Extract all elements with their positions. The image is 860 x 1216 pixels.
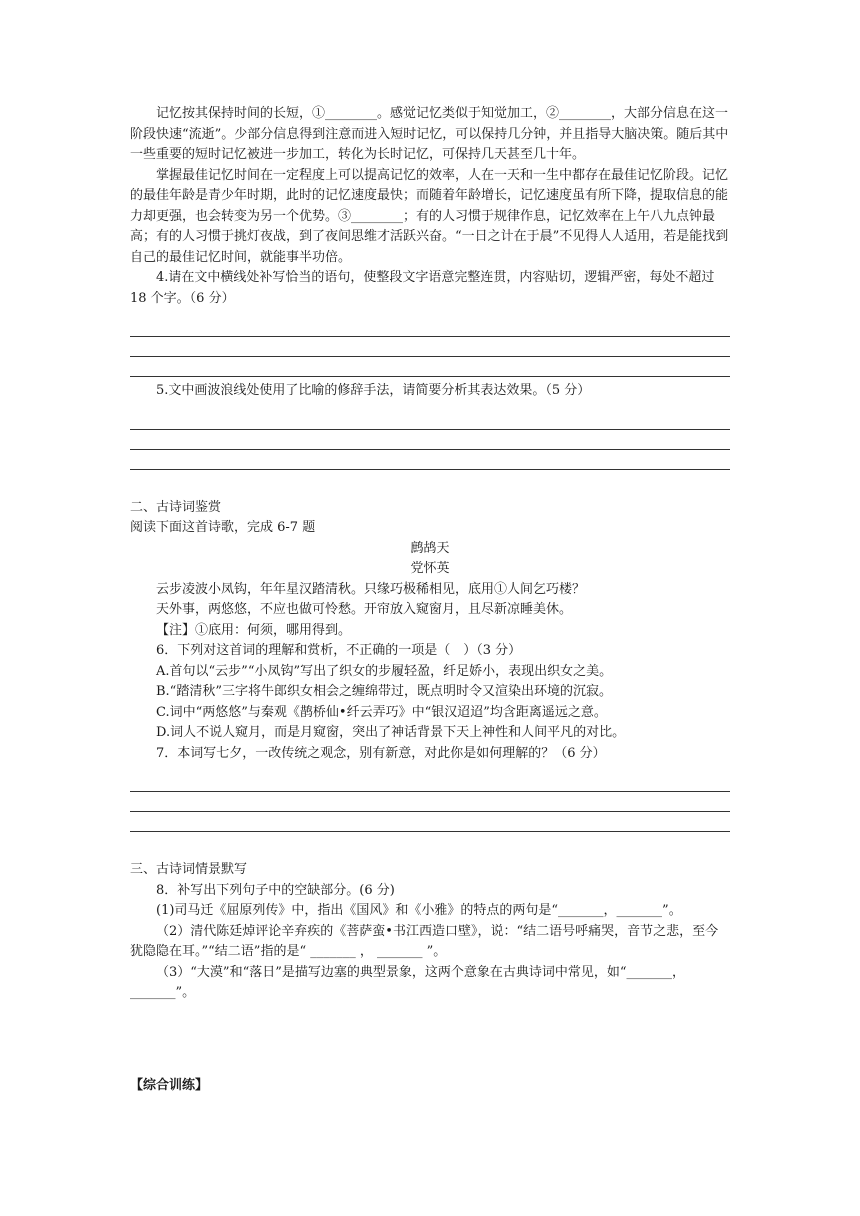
section-3-title: 三、古诗词情景默写 <box>130 862 248 877</box>
answer-lines-q4 <box>130 317 730 377</box>
document-content <box>130 104 730 1096</box>
poem-line-1: 云步凌波小凤钩，年年星汉踏清秋。只缘巧极稀相见，底用①人间乞巧楼？ <box>156 581 586 597</box>
question-5: 5.文中画波浪线处使用了比喻的修辞手法，请简要分析其表达效果。（5 分） <box>156 383 591 398</box>
poem-line-2: 天外事，两悠悠，不应也做可怜愁。开帘放入窥窗月，且尽新凉睡美休。 <box>156 602 573 617</box>
section-2-intro: 阅读下面这首诗歌，完成 6-7 题 <box>130 520 316 535</box>
answer-line[interactable] <box>130 357 730 377</box>
question-8-item-2: （2）清代陈廷焯评论辛弃疾的《菩萨蛮•书江西造口壁》，说：“结二语号呼痛哭，音节之悲，至今犹隐隐在耳。”“结二语”指的是“ _______ ， _______ ”。 <box>130 923 719 959</box>
question-6-option-b: B.“踏清秋”三字将牛郎织女相会之缠绵带过，既点明时令又渲染出环境的沉寂。 <box>156 684 612 699</box>
poem-author: 党怀英 <box>410 561 450 576</box>
question-4: 4.请在文中横线处补写恰当的语句，使整段文字语意完整连贯，内容贴切，逻辑严密，每处不超过 18 个字。（6 分） <box>130 270 715 306</box>
answer-line[interactable] <box>130 317 730 337</box>
poem-title: 鹧鸪天 <box>410 540 450 556</box>
answer-line[interactable] <box>130 410 730 430</box>
answer-line[interactable] <box>130 450 730 470</box>
answer-line[interactable] <box>130 772 730 792</box>
answer-line[interactable] <box>130 337 730 357</box>
question-8: 8．补写出下列句子中的空缺部分。(6 分) <box>156 882 395 898</box>
question-6-option-d: D.词人不说人窥月，而是月窥窗，突出了神话背景下天上神性和人间平凡的对比。 <box>156 725 626 740</box>
question-6-option-a: A.首句以“云步”“小凤钩”写出了织女的步履轻盈，纤足娇小，表现出织女之美。 <box>156 663 613 679</box>
passage-paragraph-1: 记忆按其保持时间的长短，①________。感觉记忆类似于知觉加工，②________，大部分信息在这一阶段快速“流逝”。少部分信息得到注意而进入短时记忆，可以保持几分钟，并且指导大脑决策。随后其中一些重要的短时记忆被进一步加工，转化为长时记忆，可保持几天甚至几十年。 <box>130 106 729 162</box>
final-section-heading: 【综合训练】 <box>130 1077 209 1093</box>
passage-paragraph-2: 掌握最佳记忆时间在一定程度上可以提高记忆的效率，人在一天和一生中都存在最佳记忆阶段。记忆的最佳年龄是青少年时期，此时的记忆速度最快；而随着年龄增长，记忆速度虽有所下降，提取信息的能力却更强，也会转变为另一个优势。③________；有的人习惯于规律作息，记忆效率在上午八九点钟最高；有的人习惯于挑灯夜战，到了夜间思维才活跃兴奋。“一日之计在于晨”不见得人人适用，若是能找到自己的最佳记忆时间，就能事半功倍。 <box>130 167 729 265</box>
question-6: 6．下列对这首词的理解和赏析，不正确的一项是（ ）（3 分） <box>156 643 522 658</box>
question-7: 7．本词写七夕，一改传统之观念，别有新意，对此你是如何理解的？（6 分） <box>156 745 606 761</box>
answer-line[interactable] <box>130 430 730 450</box>
section-2-title: 二、古诗词鉴赏 <box>130 499 222 515</box>
question-8-item-3: （3）“大漠”和“落日”是描写边塞的典型景象，这两个意象在古典诗词中常见，如“_______，_______”。 <box>130 964 686 1000</box>
answer-lines-q7 <box>130 772 730 832</box>
answer-lines-q5 <box>130 410 730 470</box>
question-8-item-1: (1)司马迁《屈原列传》中，指出《国风》和《小雅》的特点的两句是“_______，_______”。 <box>156 903 682 918</box>
answer-line[interactable] <box>130 792 730 812</box>
answer-line[interactable] <box>130 812 730 832</box>
question-6-option-c: C.词中“两悠悠”与秦观《鹊桥仙•纤云弄巧》中“银汉迢迢”均含距离遥远之意。 <box>156 704 607 720</box>
poem-note: 【注】①底用：何须，哪用得到。 <box>156 622 352 638</box>
